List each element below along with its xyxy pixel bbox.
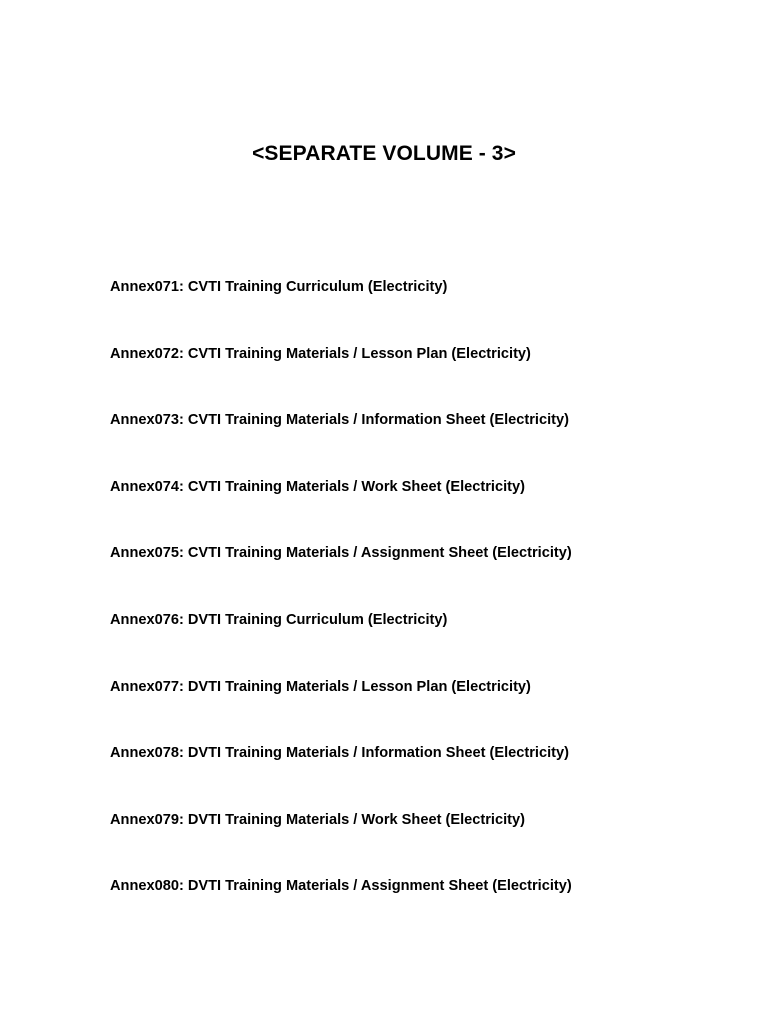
annex-item-073: Annex073: CVTI Training Materials / Information Sheet (Electricity): [110, 412, 569, 429]
annex-item-071: Annex071: CVTI Training Curriculum (Electricity): [110, 279, 448, 295]
annex-item-074: Annex074: CVTI Training Materials / Work Sheet (Electricity): [110, 478, 525, 495]
annex-item-075: Annex075: CVTI Training Materials / Assignment Sheet (Electricity): [110, 545, 572, 562]
annex-item-079: Annex079: DVTI Training Materials / Work Sheet (Electricity): [110, 811, 525, 828]
annex-item-076: Annex076: DVTI Training Curriculum (Electricity): [110, 611, 448, 628]
annex-item-072: Annex072: CVTI Training Materials / Lesson Plan (Electricity): [110, 345, 531, 362]
annex-item-077: Annex077: DVTI Training Materials / Lesson Plan (Electricity): [110, 678, 531, 695]
annex-item-078: Annex078: DVTI Training Materials / Information Sheet (Electricity): [110, 745, 569, 762]
annex-list: [110, 277, 572, 943]
annex-item-080: Annex080: DVTI Training Materials / Assignment Sheet (Electricity): [110, 878, 572, 895]
page-title: <SEPARATE VOLUME - 3>: [252, 142, 516, 165]
